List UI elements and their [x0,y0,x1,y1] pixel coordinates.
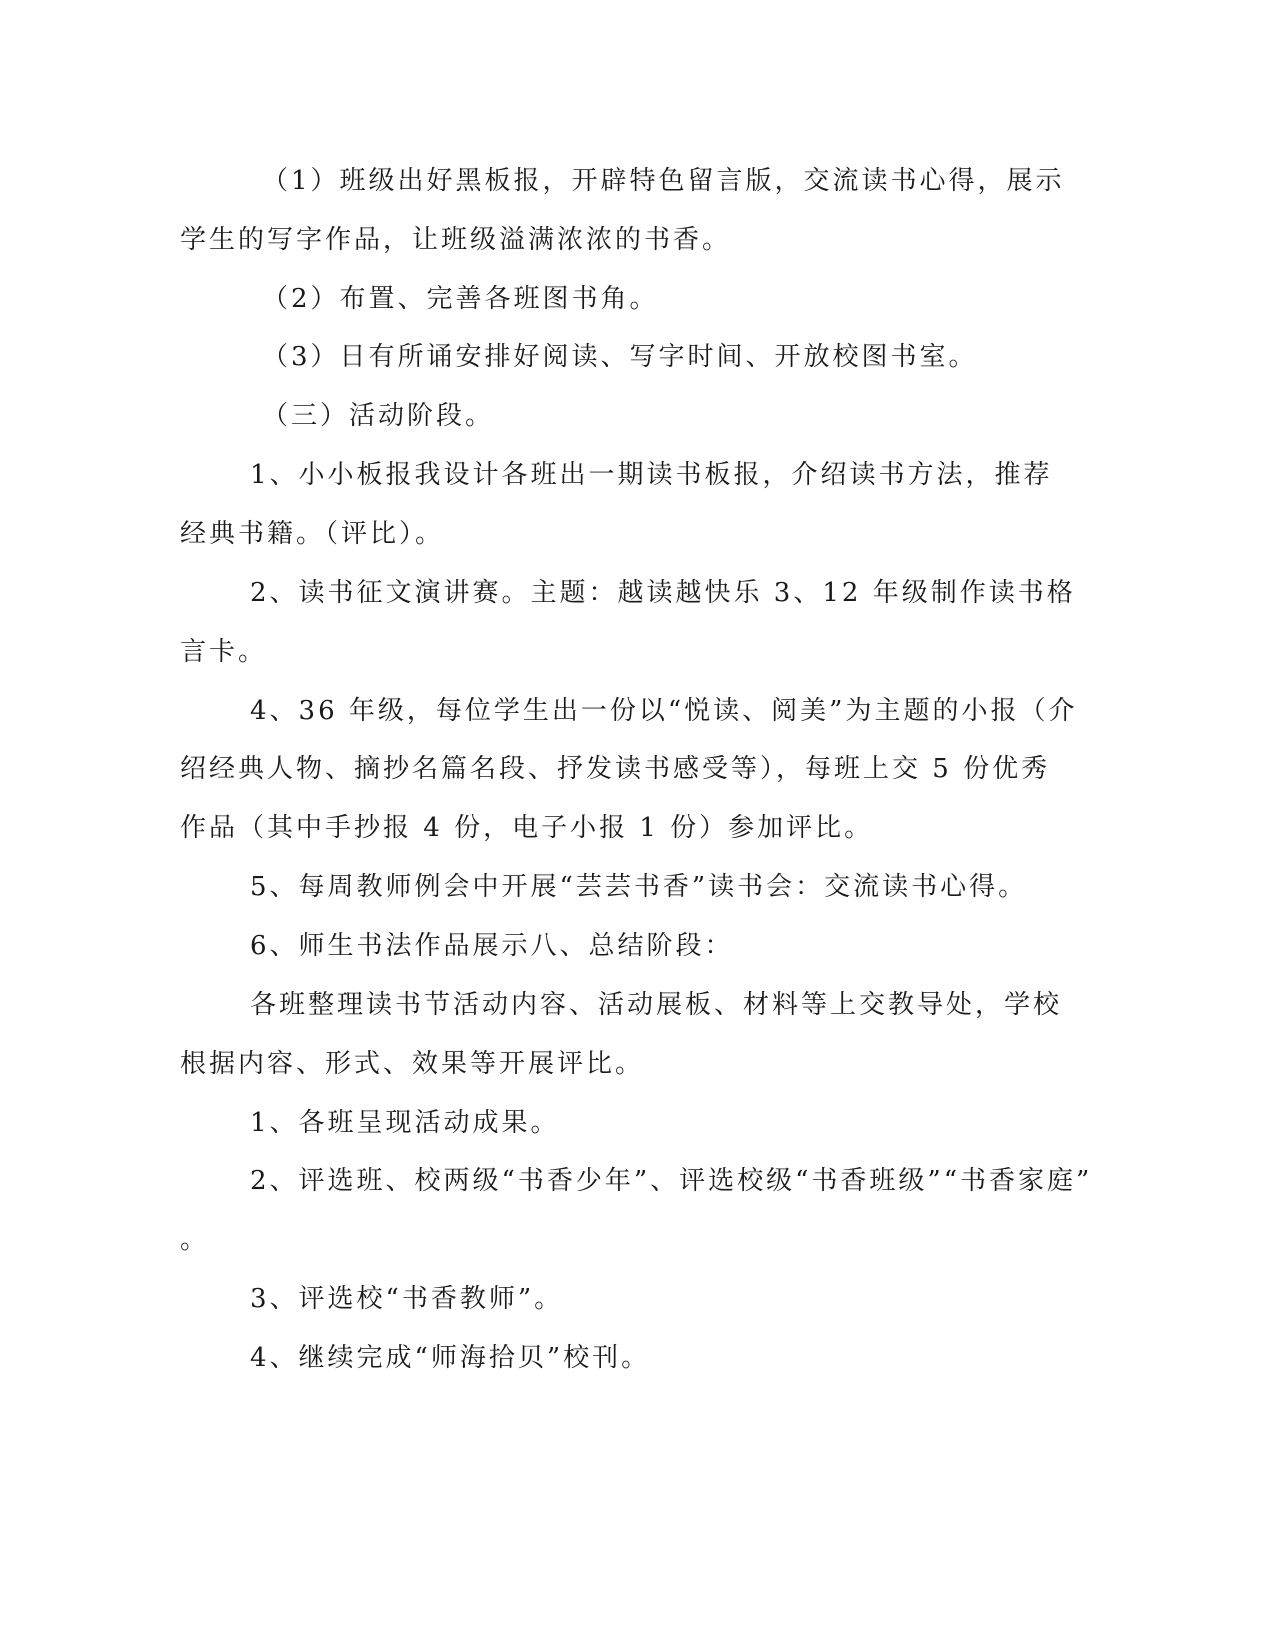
paragraph-5-line-2: 经典书籍。（评比）。 [180,519,445,549]
paragraph-3-line-1: （3）日有所诵安排好阅读、写字时间、开放校图书室。 [262,342,978,372]
paragraph-12-line-2: 。 [180,1225,210,1255]
paragraph-7-line-3: 作品（其中手抄报 4 份，电子小报 1 份）参加评比。 [180,813,874,843]
paragraph-9-line-1: 6、师生书法作品展示八、总结阶段： [250,931,734,961]
paragraph-6-line-1: 2、读书征文演讲赛。主题：越读越快乐 3、12 年级制作读书格 [250,578,1076,608]
paragraph-5-line-1: 1、小小板报我设计各班出一期读书板报，介绍读书方法，推荐 [250,460,1053,490]
paragraph-6-line-2: 言卡。 [180,637,268,667]
paragraph-13-line-1: 3、评选校“书香教师”。 [250,1284,564,1314]
paragraph-12-line-1: 2、评选班、校两级“书香少年”、评选校级“书香班级”“书香家庭” [250,1166,1093,1196]
paragraph-2-line-1: （2）布置、完善各班图书角。 [262,284,659,314]
paragraph-8-line-1: 5、每周教师例会中开展“芸芸书香”读书会：交流读书心得。 [250,872,1028,902]
paragraph-10-line-2: 根据内容、形式、效果等开展评比。 [180,1049,645,1079]
paragraph-14-line-1: 4、继续完成“师海拾贝”校刊。 [250,1343,651,1373]
paragraph-11-line-1: 1、各班呈现活动成果。 [250,1108,560,1138]
paragraph-1-line-2: 学生的写字作品，让班级溢满浓浓的书香。 [180,225,732,255]
paragraph-7-line-2: 绍经典人物、摘抄名篇名段、抒发读书感受等），每班上交 5 份优秀 [180,754,1051,784]
paragraph-10-line-1: 各班整理读书节活动内容、活动展板、材料等上交教导处，学校 [250,990,1063,1020]
paragraph-7-line-1: 4、36 年级，每位学生出一份以“悦读、阅美”为主题的小报（介 [250,696,1078,726]
paragraph-4-line-1: （三）活动阶段。 [262,401,495,431]
paragraph-1-line-1: （1）班级出好黑板报，开辟特色留言版，交流读书心得，展示 [262,166,1065,196]
